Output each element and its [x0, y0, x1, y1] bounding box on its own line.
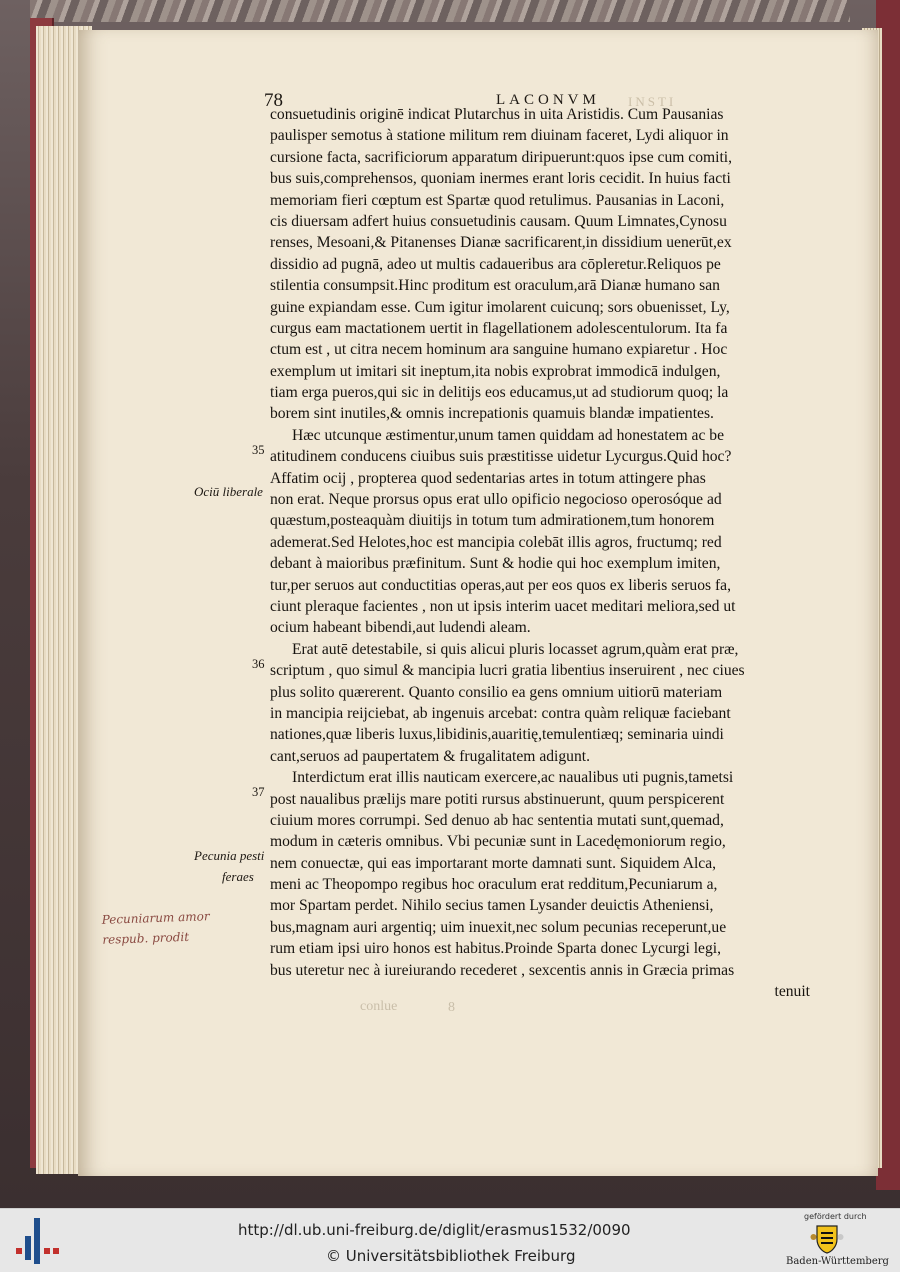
- text-line: memoriam fieri cœptum est Spartæ quod retulimus. Pausanias in Laconi,: [270, 191, 725, 209]
- text-line: curgus eam mactationem uertit in flagellationem adolescentulorum. Ita fa: [270, 319, 728, 337]
- paragraph-36-line: in mancipia reijciebat, ab ingenuis arcebat: contra quàm reliquæ faciebant: [270, 704, 731, 722]
- paragraph-35-line: debant à maioribus præfinitum. Sunt & hodie qui hoc exemplum imiten,: [270, 555, 721, 573]
- text-line: exemplum ut imitari sit ineptum,ita nobis exprobrat immodicā indulgen,: [270, 362, 721, 380]
- margin-note-ocium: Ociū liberale: [194, 484, 263, 499]
- body-text: [270, 104, 810, 1002]
- paragraph-number-35: 35: [252, 443, 265, 457]
- handwritten-line: respub. prodit: [102, 929, 190, 947]
- margin-note-pecunia: Pecunia pesti: [194, 848, 265, 863]
- funding-organization: Baden-Württemberg: [786, 1256, 889, 1267]
- text-line: consuetudinis originē indicat Plutarchus in uita Aristidis. Cum Pausanias: [270, 106, 724, 123]
- text-line: stilentia consumpsit.Hinc proditum est oraculum,arā Dianæ humano san: [270, 277, 720, 295]
- paragraph-35-line: Affatim ocij , propterea quod sedentarias artes in totum attingere phas: [270, 469, 706, 487]
- paragraph-36-line: nationes,quæ liberis luxus,libidinis,auaritię,temulentiæq; seminaria uindi: [270, 726, 724, 744]
- funding-label: gefördert durch: [804, 1212, 867, 1221]
- book-page: [78, 30, 878, 1176]
- paragraph-36-line: plus solito quærerent. Quanto consilio ea gens omnium uitiorū materiam: [270, 683, 723, 701]
- text-line: borem sint inutiles,& omnis increpationis quamuis blandæ impatientes.: [270, 405, 714, 423]
- paragraph-37-line: Interdictum erat illis nauticam exercere,ac naualibus uti pugnis,tametsi: [292, 769, 734, 787]
- text-line: cursione facta, sacrificiorum apparatum diripuerunt:quos ipse cum comiti,: [270, 148, 733, 166]
- running-head: LACONVM: [496, 92, 600, 108]
- text-line: renses, Mesoani,& Pitanenses Dianæ sacrificarent,in dissidium uenerūt,ex: [270, 234, 732, 252]
- text-line: paulisper semotus à statione militum rem diuinam faceret, Lydi aliquor in: [270, 127, 729, 145]
- paragraph-35-line: quæstum,posteaquàm diuitijs in totum tum admirationem,tum honorem: [270, 512, 715, 530]
- final-line: tenuit: [774, 983, 810, 1001]
- library-logo-icon: [16, 1218, 60, 1264]
- paragraph-36-line: cant,seruos ad paupertatem & frugalitatem adigunt.: [270, 747, 590, 765]
- text-line: bus suis,comprehensos, quoniam inermes erant loris cecidit. In huius facti: [270, 170, 731, 188]
- state-crest-icon: [810, 1223, 844, 1255]
- text-line: guine expiandam esse. Cum igitur imolarent cuicunq; sors obuenisset, Ly,: [270, 298, 730, 316]
- handwritten-line: Pecuniarum amor: [101, 909, 210, 927]
- paragraph-36-line: scriptum , quo simul & mancipia lucri gratia libentius inseruirent , nec ciues: [270, 662, 745, 680]
- paragraph-35-line: non erat. Neque prorsus opus erat ullo opificio negocioso operosóque ad: [270, 491, 722, 509]
- text-line: cis diuersam adfert huius consuetudinis causam. Quum Limnates,Cynosu: [270, 212, 727, 230]
- text-line: dissidio ad pugnā, adeo ut multis cadaueribus ara cōpleretur.Reliquos pe: [270, 255, 721, 273]
- viewer-footer: [0, 1208, 900, 1272]
- permalink-url[interactable]: http://dl.ub.uni-freiburg.de/diglit/erasmus1532/0090: [238, 1221, 631, 1239]
- paragraph-number-37: 37: [252, 785, 265, 799]
- paragraph-35-line: tur,per seruos aut conductitias operas,aut per eos quos ex liberis seruos fa,: [270, 576, 731, 594]
- paragraph-37-line: rum etiam ipsi uiro honos est habitus.Proinde Sparta donec Lycurgi legi,: [270, 940, 721, 958]
- paragraph-35-line: Hæc utcunque æstimentur,unum tamen quiddam ad honestatem ac be: [292, 426, 724, 444]
- paragraph-35-line: ciunt pleraque facientes , non ut ipsis interim uacet meditari meliora,sed ut: [270, 597, 736, 615]
- paragraph-36-line: Erat autē detestabile, si quis alicui pluris locasset agrum,quàm erat præ,: [292, 640, 739, 658]
- paragraph-37-line: meni ac Theopompo regibus hoc oraculum erat redditum,Pecuniarum a,: [270, 876, 718, 894]
- signature-mark: 8: [448, 1000, 455, 1015]
- paragraph-37-line: ciuium mores corrumpi. Sed denuo ab hac sententia mutati sunt,quemad,: [270, 811, 724, 829]
- paragraph-35-line: ademerat.Sed Helotes,hoc est mancipia colebāt illis agros, fructumq; red: [270, 533, 722, 551]
- page-number: 78: [264, 90, 283, 111]
- paragraph-37-line: post naualibus prælijs mare potiti rursus abstinuerunt, quum perspicerent: [270, 790, 725, 808]
- text-line: tiam erga pueros,qui sic in delitijs eos educamus,ut ad studiorum quoq; la: [270, 384, 729, 402]
- paragraph-37-line: bus uteretur nec à iureiurando recederet , sexcentis annis in Græcia primas: [270, 961, 735, 979]
- paragraph-37-line: bus,magnam auri argentiq; uim inuexit,nec solum pecunias receperunt,ue: [270, 918, 727, 936]
- handwritten-annotation: [101, 906, 210, 950]
- paragraph-number-36: 36: [252, 657, 265, 671]
- catchword-show-through: conlue: [360, 999, 398, 1014]
- show-through-head: INSTI: [628, 94, 677, 109]
- paragraph-37-line: nem conuectæ, qui eas importarant morte damnati sunt. Siquidem Alca,: [270, 854, 717, 872]
- copyright-text: © Universitätsbibliothek Freiburg: [326, 1247, 576, 1265]
- margin-note-pecunia-cont: feraes: [222, 869, 254, 884]
- paragraph-35-line: atitudinem conducens ciuibus suis præstitisse uidetur Lycurgus.Quid hoc?: [270, 448, 732, 466]
- text-line: ctum est , ut citra necem hominum ara sanguine humano expiaretur . Hoc: [270, 341, 728, 359]
- paragraph-37-line: mor Spartam perdet. Nihilo secius tamen Lysander deuictis Atheniensi,: [270, 897, 714, 915]
- paragraph-37-line: modum in cæteris omnibus. Vbi pecuniæ sunt in Lacedęmoniorum regio,: [270, 833, 726, 851]
- marbled-endpaper: [30, 0, 850, 22]
- paragraph-35-line: ocium habeant bibendi,aut ludendi aleam.: [270, 619, 531, 637]
